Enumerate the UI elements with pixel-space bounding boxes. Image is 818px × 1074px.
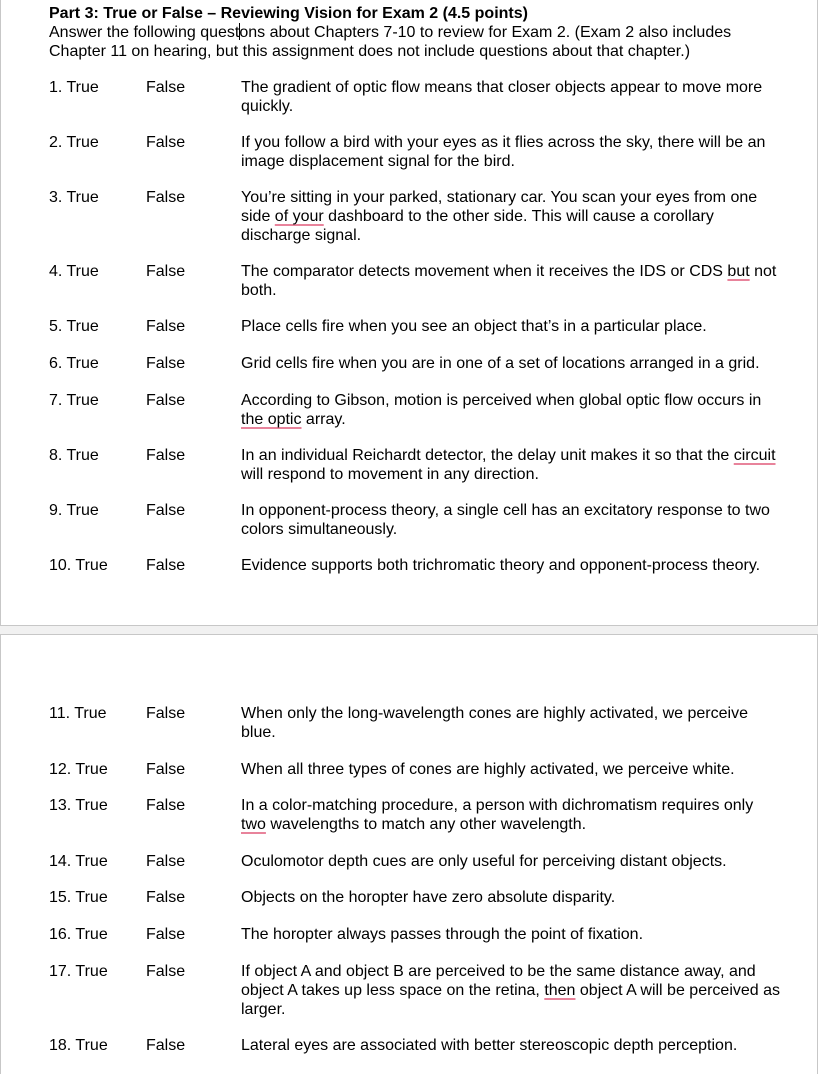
- false-option[interactable]: False: [146, 447, 186, 464]
- true-option[interactable]: True: [66, 355, 99, 372]
- document-page-2: 11. True False When only the long-wavelength cones are highly activated, we perceive blue. 12. True False When all three types of cones are highly activated, we perceive white. 13. True False In a color-matching procedure, a person with dichromatism requires only two wavelengths to match any other wavelength. 14. True False Oculomotor depth cues are only useful for perceiving distant objects. 15. True False Objects on the horopter have zero absolute disparity. 16. True False The horopter always passes through the point of fixation. 17. True False If object A and object B are perceived to be the same distance away, and object A takes up less space on the retina, then object A will be perceived as larger. 18. True False Lateral eyes are associated with better stereoscopic depth perception.: [0, 634, 818, 1074]
- question-statement: Lateral eyes are associated with better stereoscopic depth perception.: [241, 1037, 738, 1054]
- true-option[interactable]: True: [66, 392, 99, 409]
- question-statement: The horopter always passes through the point of fixation.: [241, 926, 644, 943]
- spelling-flag: the optic: [241, 411, 302, 428]
- true-option[interactable]: True: [75, 1037, 108, 1054]
- instructions-text[interactable]: Answer the following questons about Chapters 7-10 to review for Exam 2. (Exam 2 also includes Chapter 11 on hearing, but this assignment does not include questions about that chapter.): [49, 24, 732, 60]
- false-option[interactable]: False: [146, 797, 186, 814]
- true-option[interactable]: True: [75, 557, 108, 574]
- true-option[interactable]: True: [66, 263, 99, 280]
- true-option[interactable]: True: [75, 926, 108, 943]
- question-statement: In opponent-process theory, a single cell has an excitatory response to two colors simultaneously.: [241, 502, 770, 538]
- spelling-flag: of your: [274, 208, 324, 225]
- false-option[interactable]: False: [146, 1037, 186, 1054]
- question-statement: In a color-matching procedure, a person with dichromatism requires only two wavelengths to match any other wavelength.: [241, 797, 754, 833]
- false-option[interactable]: False: [146, 889, 186, 906]
- true-option[interactable]: True: [75, 889, 108, 906]
- true-option[interactable]: True: [66, 502, 99, 519]
- true-option[interactable]: True: [75, 963, 108, 980]
- true-option[interactable]: True: [66, 79, 99, 96]
- false-option[interactable]: False: [146, 502, 186, 519]
- false-option[interactable]: False: [146, 318, 186, 335]
- question-statement: Objects on the horopter have zero absolute disparity.: [241, 889, 616, 906]
- question-statement: When only the long-wavelength cones are highly activated, we perceive blue.: [241, 705, 748, 741]
- spelling-flag: then: [544, 982, 576, 999]
- false-option[interactable]: False: [146, 392, 186, 409]
- question-statement: Grid cells fire when you are in one of a set of locations arranged in a grid.: [241, 355, 760, 372]
- false-option[interactable]: False: [146, 134, 186, 151]
- false-option[interactable]: False: [146, 963, 186, 980]
- spelling-flag: but: [727, 263, 750, 280]
- question-statement: If object A and object B are perceived to be the same distance away, and object A takes up less space on the retina, then object A will be perceived as larger.: [241, 963, 781, 1018]
- question-statement: You’re sitting in your parked, stationary car. You scan your eyes from one side of your dashboard to the other side. This will cause a corollary discharge signal.: [241, 189, 758, 244]
- false-option[interactable]: False: [146, 79, 186, 96]
- false-option[interactable]: False: [146, 355, 186, 372]
- true-option[interactable]: True: [66, 318, 99, 335]
- question-statement: Oculomotor depth cues are only useful for perceiving distant objects.: [241, 853, 727, 870]
- true-option[interactable]: True: [75, 761, 108, 778]
- question-statement: In an individual Reichardt detector, the delay unit makes it so that the circuit will respond to movement in any direction.: [241, 447, 776, 483]
- false-option[interactable]: False: [146, 705, 186, 722]
- false-option[interactable]: False: [146, 761, 186, 778]
- question-statement: The gradient of optic flow means that closer objects appear to move more quickly.: [241, 79, 763, 115]
- section-title: Part 3: True or False – Reviewing Vision for Exam 2 (4.5 points): [49, 5, 528, 22]
- false-option[interactable]: False: [146, 853, 186, 870]
- question-statement: When all three types of cones are highly activated, we perceive white.: [241, 761, 735, 778]
- question-statement: If you follow a bird with your eyes as it flies across the sky, there will be an image displacement signal for the bird.: [241, 134, 766, 170]
- true-option[interactable]: True: [66, 447, 99, 464]
- question-statement: Evidence supports both trichromatic theory and opponent-process theory.: [241, 557, 761, 574]
- false-option[interactable]: False: [146, 263, 186, 280]
- true-option[interactable]: True: [75, 797, 108, 814]
- spelling-flag: two: [241, 816, 266, 833]
- false-option[interactable]: False: [146, 926, 186, 943]
- section-header: [49, 4, 789, 61]
- true-option[interactable]: True: [66, 189, 99, 206]
- true-option[interactable]: True: [74, 705, 107, 722]
- false-option[interactable]: False: [146, 557, 186, 574]
- spelling-flag: circuit: [733, 447, 776, 464]
- question-statement: According to Gibson, motion is perceived when global optic flow occurs in the optic array.: [241, 392, 762, 428]
- document-page-1: Part 3: True or False – Reviewing Vision for Exam 2 (4.5 points) Answer the following questons about Chapters 7-10 to review for Exam 2. (Exam 2 also includes Chapter 11 on hearing, but this assignment does not include questions about that chapter.) 1. True False The gradient of optic flow means that closer objects appear to move more quickly. 2. True False If you follow a bird with your eyes as it flies across the sky, there will be an image displacement signal for the bird. 3. True False You’re sitting in your parked, stationary car. You scan your eyes from one side of your dashboard to the other side. This will cause a corollary discharge signal. 4. True False The comparator detects movement when it receives the IDS or CDS but not both. 5. True False Place cells fire when you see an object that’s in a particular place. 6. True False Grid cells fire when you are in one of a set of locations arranged in a grid. 7. True False According to Gibson, motion is perceived when global optic flow occurs in the optic array. 8. True False In an individual Reichardt detector, the delay unit makes it so that the circuit will respond to movement in any direction. 9. True False In opponent-process theory, a single cell has an excitatory response to two colors simultaneously. 10. True False Evidence supports both trichromatic theory and opponent-process theory.: [0, 0, 818, 626]
- true-option[interactable]: True: [66, 134, 99, 151]
- true-option[interactable]: True: [75, 853, 108, 870]
- question-statement: The comparator detects movement when it receives the IDS or CDS but not both.: [241, 263, 777, 299]
- question-statement: Place cells fire when you see an object that’s in a particular place.: [241, 318, 707, 335]
- false-option[interactable]: False: [146, 189, 186, 206]
